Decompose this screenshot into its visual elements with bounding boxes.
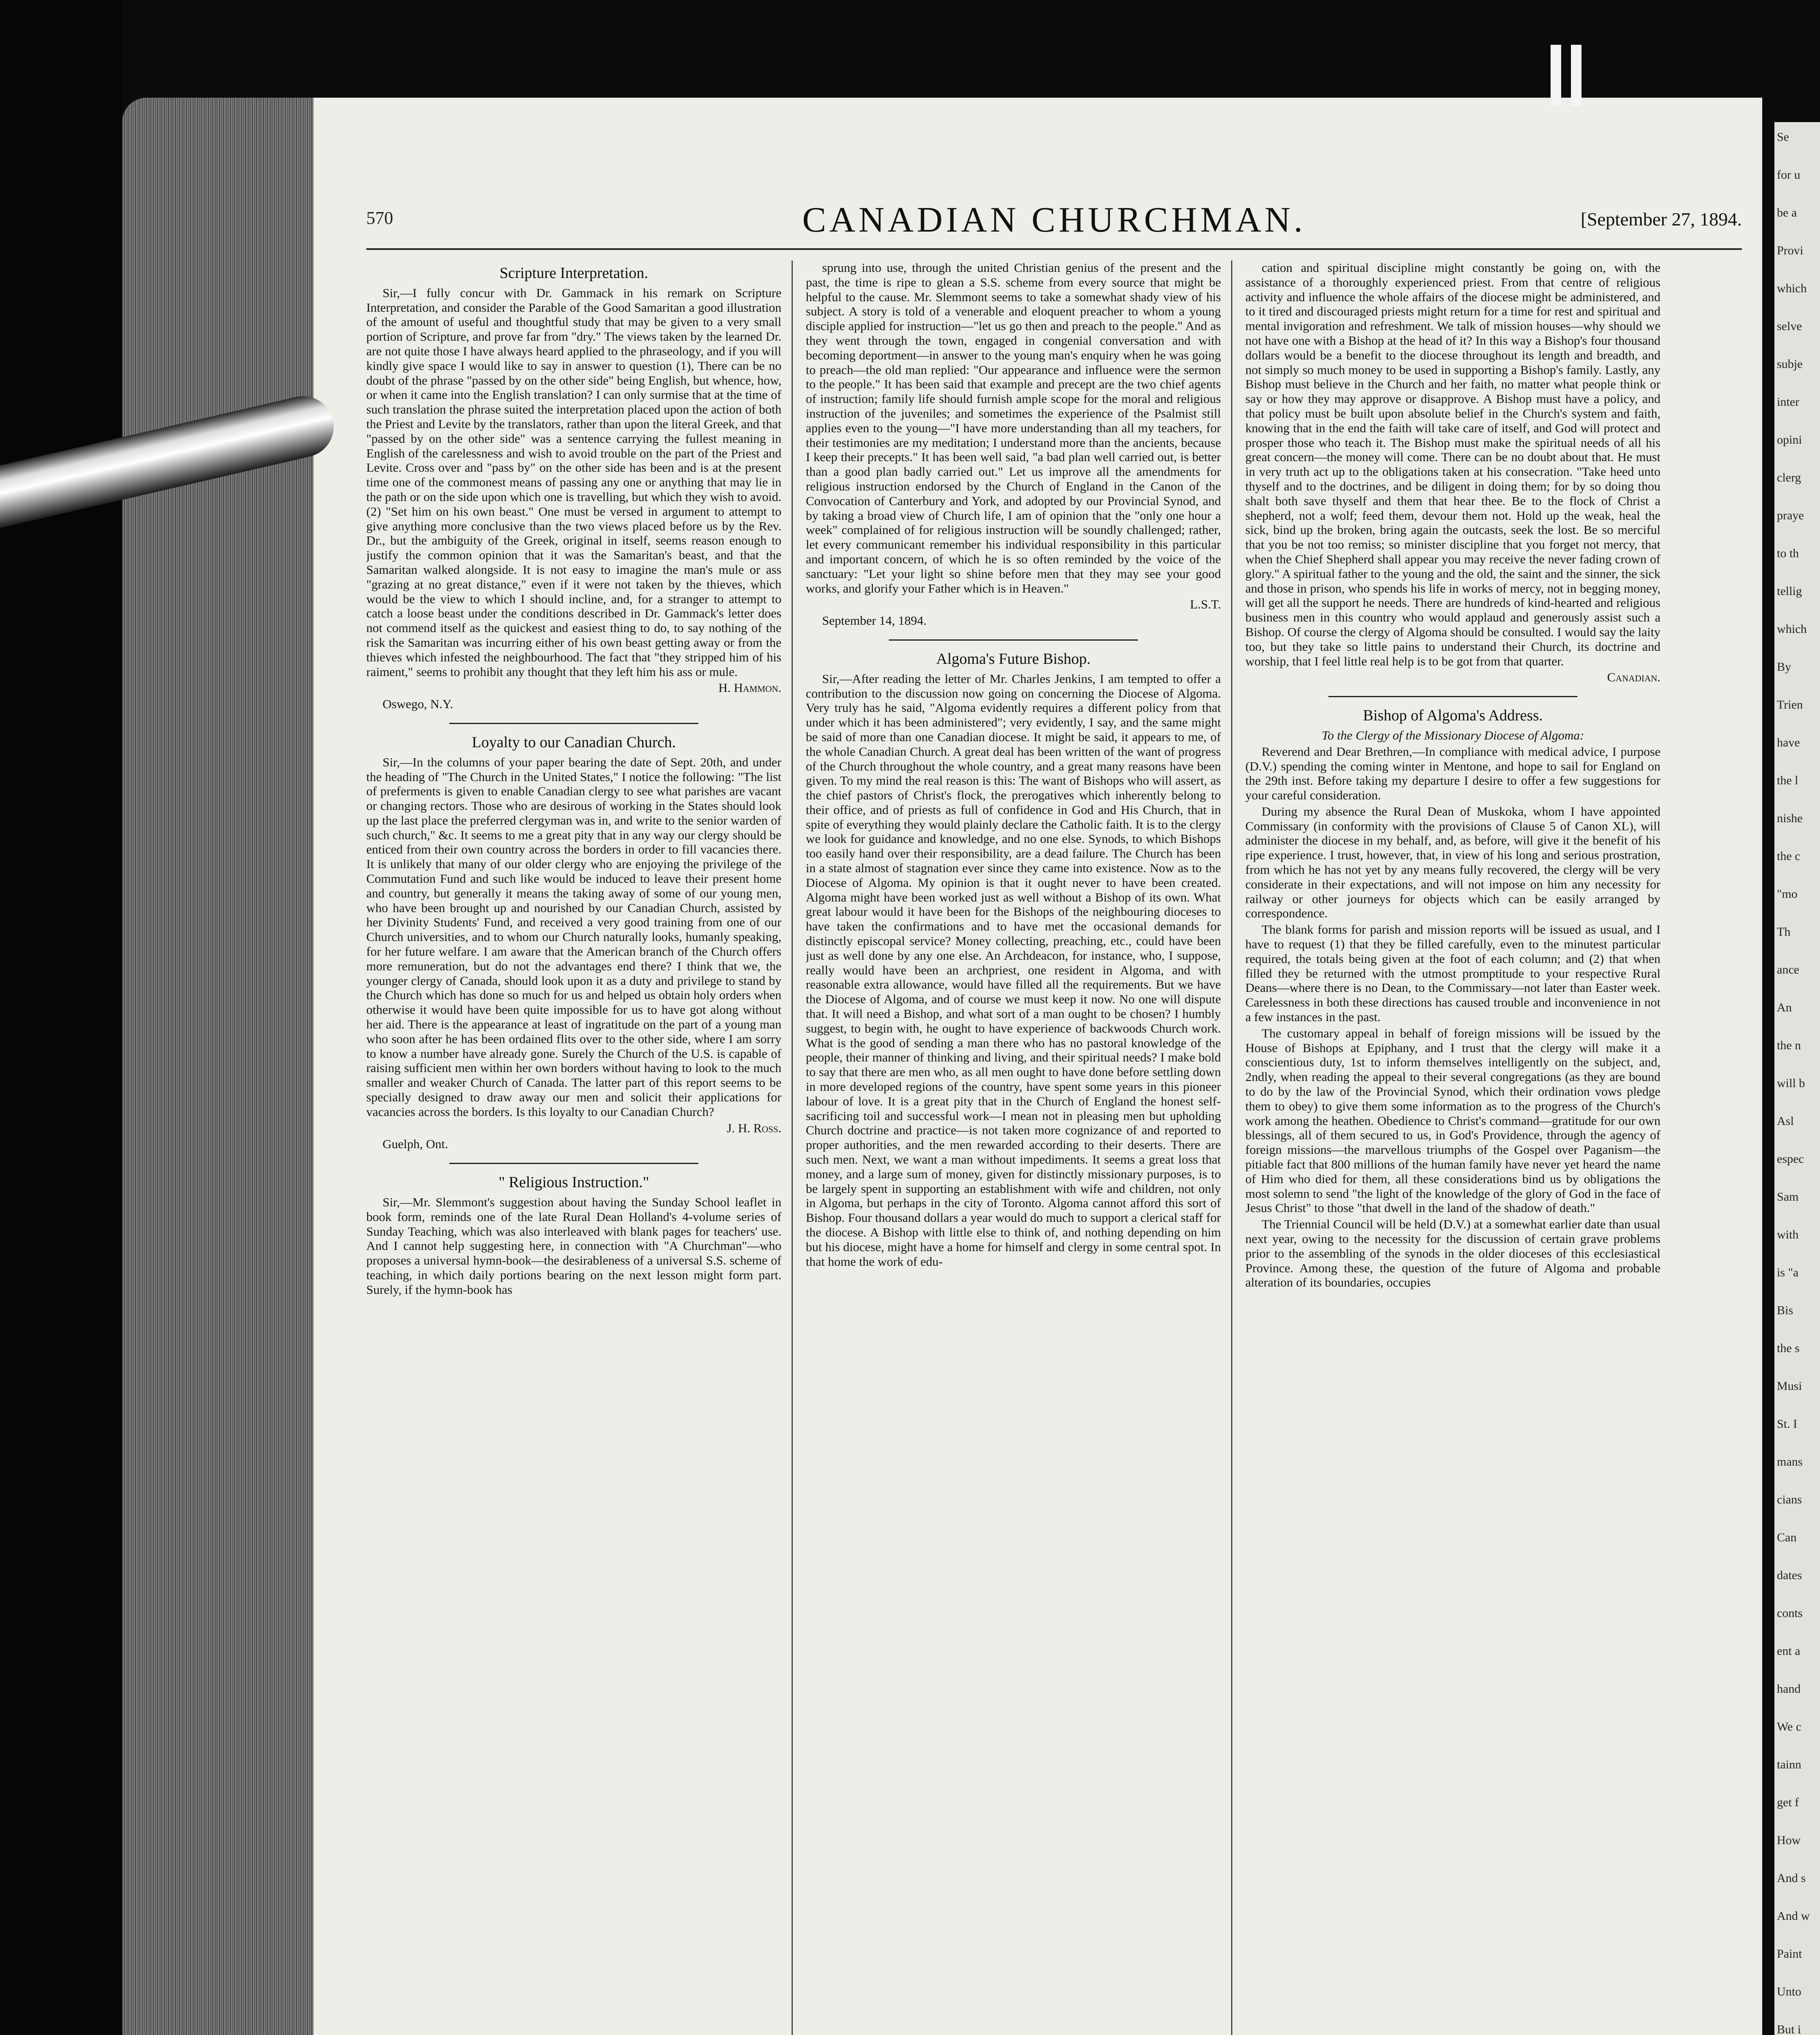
adjacent-page-fragment: the s (1777, 1341, 1800, 1355)
article-paragraph: During my absence the Rural Dean of Muskoka, whom I have appointed Commissary (in conformity with the provisions of Clause 5 of Canon XL), will administer the diocese in my behalf, and, as before, will give it the benefit of his ripe experience. I trust, however, that, in view of his long and serious prostration, from which he has not yet by any means fully recovered, the clergy will be very considerate in their expectations, and will not impose on him any necessity for railway or other journeys for objects which can be easily arranged by correspondence. (1245, 804, 1660, 921)
scan-marker-top (1571, 45, 1582, 106)
article-heading: Algoma's Future Bishop. (936, 650, 1091, 667)
column-divider (792, 260, 793, 2035)
book-dark-edge (0, 0, 122, 2035)
scan-marker-top (1551, 45, 1561, 106)
adjacent-page-fragment: clerg (1777, 471, 1801, 484)
adjacent-page-fragment: opini (1777, 433, 1802, 446)
adjacent-page-fragment: which (1777, 282, 1807, 295)
article-signature: L.S.T. (1190, 597, 1221, 612)
column-1 (366, 260, 781, 2035)
adjacent-page-fragment: Provi (1777, 244, 1804, 257)
article-place: Guelph, Ont. (383, 1137, 448, 1151)
adjacent-page-fragment: espec (1777, 1152, 1804, 1166)
adjacent-page-fragment: praye (1777, 509, 1804, 522)
adjacent-page-fragment: is "a (1777, 1266, 1799, 1279)
column-2 (806, 260, 1221, 2035)
adjacent-page-fragment: the n (1777, 1039, 1801, 1052)
adjacent-page-fragment: We c (1777, 1720, 1802, 1733)
adjacent-page-fragment: Bis (1777, 1304, 1794, 1317)
page-stack-edges (122, 98, 313, 2035)
adjacent-page-fragment: ance (1777, 963, 1799, 976)
adjacent-page-fragment: will b (1777, 1077, 1805, 1090)
article-paragraph: Sir,—In the columns of your paper bearing the date of Sept. 20th, and under the heading of "The Church in the United States," I notice the following: "The list of preferments is given to enable Canadian clergy to see what parishes are vacant or changing rectors. Those who are desirous of working in the States should look up the last place the preferred clergyman was in, and write to the senior warden of such church," &c. It seems to me a great pity that in any way our clergy should be enticed from their own country across the borders in order to fill vacancies there. It is unlikely that many of our older clergy who are enjoying the privilege of the Commutation Fund and such like would be induced to leave their present home and country, but generally it means the taking away of some of our young men, who have been brought up and nourished by our Canadian Church, assisted by her Divinity Students' Fund, and received a very good training from one of our Church universities, and to whom our Church naturally looks, humanly speaking, for her future welfare. I am aware that the American branch of the Church offers more remuneration, but do not the advantages end there? I think that we, the younger clergy of Canada, should look upon it as a duty and privilege to stand by the Church which has done so much for us and helped us obtain holy orders when otherwise it would have been quite impossible for us to have got along without her aid. There is the appearance at least of ingratitude on the part of a young man who soon after he has been ordained flits over to the other side, where I am sorry to know a number have already gone. Surely the Church of the U.S. is capable of raising sufficient men within her own borders without having to look to the much smaller and weaker Church of Canada. The latter part of this report seems to be specially designed to draw away our men and solicit their applications for vacancies across the borders. Is this loyalty to our Canadian Church? (366, 755, 781, 1119)
address-salutation: To the Clergy of the Missionary Diocese of Algoma: (1321, 728, 1584, 742)
adjacent-page-fragment: which (1777, 622, 1807, 636)
adjacent-page-fragment: Sam (1777, 1190, 1799, 1203)
issue-date: [September 27, 1894. (1580, 209, 1742, 230)
adjacent-page-fragment: Trien (1777, 698, 1803, 711)
adjacent-page-fragment: An (1777, 1001, 1792, 1014)
adjacent-page-fragment: tainn (1777, 1758, 1801, 1771)
adjacent-page-fragment: mans (1777, 1455, 1803, 1468)
adjacent-page-fragment: Asl (1777, 1114, 1794, 1128)
column-3 (1245, 260, 1660, 2035)
adjacent-page-fragment: Paint (1777, 1947, 1802, 1961)
adjacent-page-fragment: inter (1777, 395, 1799, 409)
adjacent-page-fragment: conts (1777, 1606, 1803, 1620)
masthead-title: CANADIAN CHURCHMAN. (802, 200, 1306, 240)
article-place: Oswego, N.Y. (383, 697, 453, 711)
adjacent-page-fragment: St. I (1777, 1417, 1798, 1431)
article-paragraph: sprung into use, through the united Christian genius of the present and the past, the time is ripe to glean a S.S. scheme from every source that might be helpful to the cause. Mr. Slemmont seems to take a somewhat shady view of his subject. A story is told of a venerable and eloquent preacher to whom a young disciple applied for instruction—"let us go then and preach to the people." And as they went through the town, engaged in congenial conversation and with becoming deportment—in answer to the young man's enquiry when he was going to preach—the old man replied: "Our appearance and influence were the sermon to the people." It has been said that example and precept are the two chief agents of instruction; family life should furnish ample scope for the moral and religious instruction of the juveniles; and sometimes the experience of the Psalmist still applies even to the young—"I have more understanding than all my teachers, for their testimonies are my meditation; I understand more than the ancients, because I keep their precepts." It has been well said, "a bad plan well carried out, is better than a good plan badly carried out." Let us improve all the amendments for religious instruction endorsed by the Church of England in the Canon of the Convocation of Canterbury and York, and adopted by our Provincial Synod, and by taking a broad view of Church life, I am of opinion that the "only one hour a week" complained of for religious instruction will be soundly challenged; rather, let every communicant remember his individual responsibility in this particular and important concern, of which he is so often reminded by the voice of the sanctuary: "Let your light so shine before men that they may see your good works, and glorify your Father which is in Heaven." (806, 260, 1221, 595)
adjacent-page-fragment: tellig (1777, 584, 1802, 598)
adjacent-page-fragment: cians (1777, 1493, 1802, 1506)
article-paragraph: Sir,—After reading the letter of Mr. Charles Jenkins, I am tempted to offer a contribution to the discussion now going on concerning the Diocese of Algoma. Very truly has he said, "Algoma evidently requires a different policy from that under which it has been administered"; very evidently, I say, and the same might be said of more than one Canadian diocese. It might be said, it appears to me, of the whole Canadian Church. A great deal has been written of the want of progress of the Church throughout the whole country, and a great many reasons have been given. To my mind the real reason is this: The want of Bishops who will assert, as the chief pastors of Christ's flock, the prerogatives which inherently belong to their office, and of priests as full of confidence in God and His Church, that in spite of everything they would plainly declare the Catholic faith. It is to the clergy we look for guidance and knowledge, and no one else. Synods, to which Bishops too easily hand over their responsibility, are a dead failure. The Church has been in a state almost of stagnation ever since they came into existence. Now as to the Diocese of Algoma. My opinion is that it ought never to have been created. Algoma might have been worked just as well without a Bishop of its own. What great labour would it have been for the Bishops of the neighbouring dioceses to have taken the confirmations and to have met the occasional demands for distinctly episcopal service? Money collecting, preaching, etc., could have been just as well done by any one else. An Archdeacon, for instance, who, I suppose, really would have been an archpriest, one resident in Algoma, and with reasonable extra allowance, would have filled all the requirements. But we have the Diocese of Algoma, and of course we must keep it now. No one will dispute that. It will need a Bishop, and what sort of a man ought to be chosen? I humbly suggest, to begin with, he ought to have experience of backwoods Church work. What is the good of sending a man there who has no pastoral knowledge of the people, their manner of thinking and living, and their spiritual needs? I make bold to say that there are men who, as all men ought to have done before settling down in more developed regions of the country, have spent some years in this pioneer labour of love. It is a great pity that in the Church of England the honest self-sacrificing toil and successful work—I mean not in pleasing men but upholding Church doctrine and practice—is not taken more cognizance of and reported to proper authorities, and the men rewarded according to their deserts. There are such men. Next, we want a man without impediments. It seems a great loss that money, and a large sum of money, given for distinctly missionary purposes, is to be largely spent in supporting an establishment with wife and children, not only in Algoma, but perhaps in the city of Toronto. Algoma cannot afford this sort of Bishop. Four thousand dollars a year would do much to support a clerical staff for the diocese. A Bishop with little else to think of, and nothing depending on him but his diocese, might have a home for himself and clergy in some central spot. In that home the work of edu- (806, 671, 1221, 1269)
adjacent-page-fragment: for u (1777, 168, 1800, 182)
article-signature: Canadian. (1607, 670, 1660, 685)
adjacent-page-strip (1774, 122, 1820, 2035)
adjacent-page-fragment: And w (1777, 1909, 1810, 1923)
adjacent-page-fragment: Se (1777, 130, 1789, 144)
adjacent-page-fragment: How (1777, 1834, 1801, 1847)
article-paragraph: Sir,—Mr. Slemmont's suggestion about having the Sunday School leaflet in book form, reminds one of the late Rural Dean Holland's 4-volume series of Sunday Teaching, which was also interleaved with blank pages for teachers' use. And I cannot help suggesting here, in connection with "A Churchman"—who proposes a universal hymn-book—the desirableness of a universal S.S. scheme of teaching, in which daily portions bearing on the next lesson might form part. Surely, if the hymn-book has (366, 1195, 781, 1297)
adjacent-page-fragment: hand (1777, 1682, 1801, 1696)
article-paragraph: The Triennial Council will be held (D.V.) at a somewhat earlier date than usual next year, owing to the necessity for the discussion of certain grave problems prior to the assembling of the synods in the older dioceses of this ecclesiastical Province. Among these, the question of the future of Algoma and probable alteration of its boundaries, occupies (1245, 1217, 1660, 1290)
article-signature: H. Hammon. (718, 681, 781, 695)
adjacent-page-fragment: dates (1777, 1569, 1802, 1582)
article-paragraph: Reverend and Dear Brethren,—In compliance with medical advice, I purpose (D.V.) spending the coming winter in Mentone, and hope to sail for England on the 29th inst. Before taking my departure I desire to offer a few suggestions for your careful consideration. (1245, 744, 1660, 803)
section-rule (449, 723, 698, 724)
adjacent-page-fragment: to th (1777, 547, 1799, 560)
column-divider (1231, 260, 1232, 2035)
article-paragraph: The blank forms for parish and mission reports will be issued as usual, and I have to request (1) that they be filled carefully, even to the minutest particular required, the totals being given at the foot of each column; and (2) that when filled they be returned with the utmost promptitude to your respective Rural Deans—where there is no Dean, to the Commissary—not later than Easter week. Carelessness in both these directions has caused trouble and inconvenience in not a few instances in the past. (1245, 922, 1660, 1024)
article-date: September 14, 1894. (822, 613, 927, 628)
adjacent-page-fragment: Can (1777, 1531, 1797, 1544)
adjacent-page-fragment: And s (1777, 1871, 1806, 1885)
adjacent-page-fragment: selve (1777, 319, 1802, 333)
section-rule (449, 1163, 698, 1164)
adjacent-page-fragment: be a (1777, 206, 1797, 219)
adjacent-page-fragment: subje (1777, 357, 1803, 371)
adjacent-page-fragment: the l (1777, 774, 1798, 787)
article-paragraph: The customary appeal in behalf of foreign missions will be issued by the House of Bishops at Epiphany, and I trust that the clergy will make it a conscientious duty, 1st to inform themselves intelligently on the subject, and, 2ndly, when reading the appeal to their several congregations (as they are bound to do by the law of the Provincial Synod, which their ordination vows pledge them to obey) to give them some information as to the progress of the Church's work among the heathen. Obedience to Christ's command—gratitude for our own blessings, all of them secured to us, in God's Providence, through the agency of foreign missions—the marvellous triumphs of the Gospel over Paganism—the pitiable fact that 800 millions of the human family have never yet heard the name of Him who died for them, all these considerations bind us by obligations the most solemn to send "the light of the knowledge of the glory of God in the face of Jesus Christ" to those "that dwell in the land of the shadow of death." (1245, 1026, 1660, 1215)
article-paragraph: Sir,—I fully concur with Dr. Gammack in his remark on Scripture Interpretation, and consider the Parable of the Good Samaritan a good illustration of the amount of useful and thoughtful study that may be given to a very small portion of Scripture, and prove far from "dry." The views taken by the learned Dr. are not quite those I have always heard applied to the phraseology, and if you will kindly give space I would like to say in answer to question (1), There can be no doubt of the phrase "passed by on the other side" being English, but whence, how, or when it came into the English translation? I can only surmise that at the time of such translation the phrase suited the interpretation placed upon the action of both the Priest and Levite by the translators, rather than upon the literal Greek, and that "passed by on the other side" was a sentence carrying the fullest meaning in English of the carelessness and wish to avoid trouble on the part of the Priest and Levite. Cross over and "pass by" on the other side has been and is at the present time one of the commonest means of passing any one or anything that may lie in the path or on the side upon which one is travelling, but which they wish to avoid. (2) "Set him on his own beast." One must be versed in argument to attempt to give anything more conclusive than the two views placed before us by the Rev. Dr., but the ambiguity of the Greek, original in itself, seems reason enough to justify the common opinion that it was the Samaritan's beast, and that the Samaritan walked alongside. It is not easy to imagine the man's mule or ass "grazing at no great distance," even if it were not taken by the thieves, which would be the view to which I should incline, and, for a stranger to attempt to catch a loose beast under the conditions described in Dr. Gammack's letter does not commend itself as the quickest and easiest thing to do, to say nothing of the risk the Samaritan was incurring either of his own beast getting away or from the thieves which infested the neighbourhood. The fact that "they stripped him of his raiment," seems to prohibit any thought that they left him his ass or mule. (366, 285, 781, 679)
adjacent-page-fragment: Th (1777, 925, 1791, 939)
section-rule (889, 639, 1138, 641)
section-rule (1328, 696, 1577, 697)
article-heading: " Religious Instruction." (499, 1174, 649, 1191)
newspaper-page (313, 98, 1762, 2035)
adjacent-page-fragment: get f (1777, 1796, 1799, 1809)
adjacent-page-fragment: Unto (1777, 1985, 1801, 1998)
article-heading: Scripture Interpretation. (499, 265, 648, 282)
adjacent-page-fragment: the c (1777, 849, 1800, 863)
article-heading: Loyalty to our Canadian Church. (472, 733, 676, 751)
adjacent-page-fragment: "mo (1777, 887, 1798, 901)
adjacent-page-fragment: By (1777, 660, 1792, 674)
article-signature: J. H. Ross. (726, 1120, 781, 1135)
article-paragraph: cation and spiritual discipline might constantly be going on, with the assistance of a thoroughly experienced priest. From that centre of religious activity and influence the whole affairs of the diocese might be administered, and to it tired and discouraged priests might return for a time for rest and spiritual and mental invigoration and refreshment. We talk of mission houses—why should we not have one with a Bishop at the head of it? In this way a Bishop's four thousand dollars would be a benefit to the diocese throughout its length and breadth, and not simply so much money to be used in supporting a Bishop's family. Lastly, any Bishop must believe in the Church and her faith, no matter what people think or say or how they may approve or disapprove. A Bishop must have a policy, and that policy must be built upon absolute belief in the Church's system and faith, knowing that in the end the faith will take care of itself, and God will protect and prosper those who teach it. The Bishop must make the spiritual needs of all his great concern—the money will come. There can be no doubt about that. He must in very truth act up to the obligations taken at his consecration. "Take heed unto thyself and to the doctrines, and be diligent in doing them; for by so doing thou shalt both save thyself and them that hear thee. Be to the flock of Christ a shepherd, not a wolf; feed them, devour them not. Hold up the weak, heal the sick, bind up the broken, bring again the outcasts, seek the lost. Be so merciful that you be not too remiss; so minister discipline that you forget not mercy, that when the Chief Shepherd shall appear you may receive the never fading crown of glory." A spiritual father to the young and the old, the saint and the sinner, the sick and those in prison, who spends his life in works of mercy, not in begging money, will get all the support he needs. There are hundreds of kind-hearted and religious business men in this country who would applaud and generously assist such a Bishop. Of course the clergy of Algoma should be consulted. I would say the laity too, but they take so little pains to understand their Church, its doctrine and worship, that I feel little real help is to be got from that quarter. (1245, 260, 1660, 668)
page-number: 570 (366, 208, 393, 228)
article-heading: Bishop of Algoma's Address. (1363, 707, 1543, 724)
adjacent-page-fragment: But i (1777, 2023, 1801, 2035)
adjacent-page-fragment: have (1777, 736, 1800, 749)
adjacent-page-fragment: with (1777, 1228, 1799, 1241)
adjacent-page-fragment: Musi (1777, 1379, 1802, 1393)
adjacent-page-fragment: ent a (1777, 1644, 1800, 1658)
page-header (366, 199, 1742, 250)
adjacent-page-fragment: nishe (1777, 812, 1803, 825)
